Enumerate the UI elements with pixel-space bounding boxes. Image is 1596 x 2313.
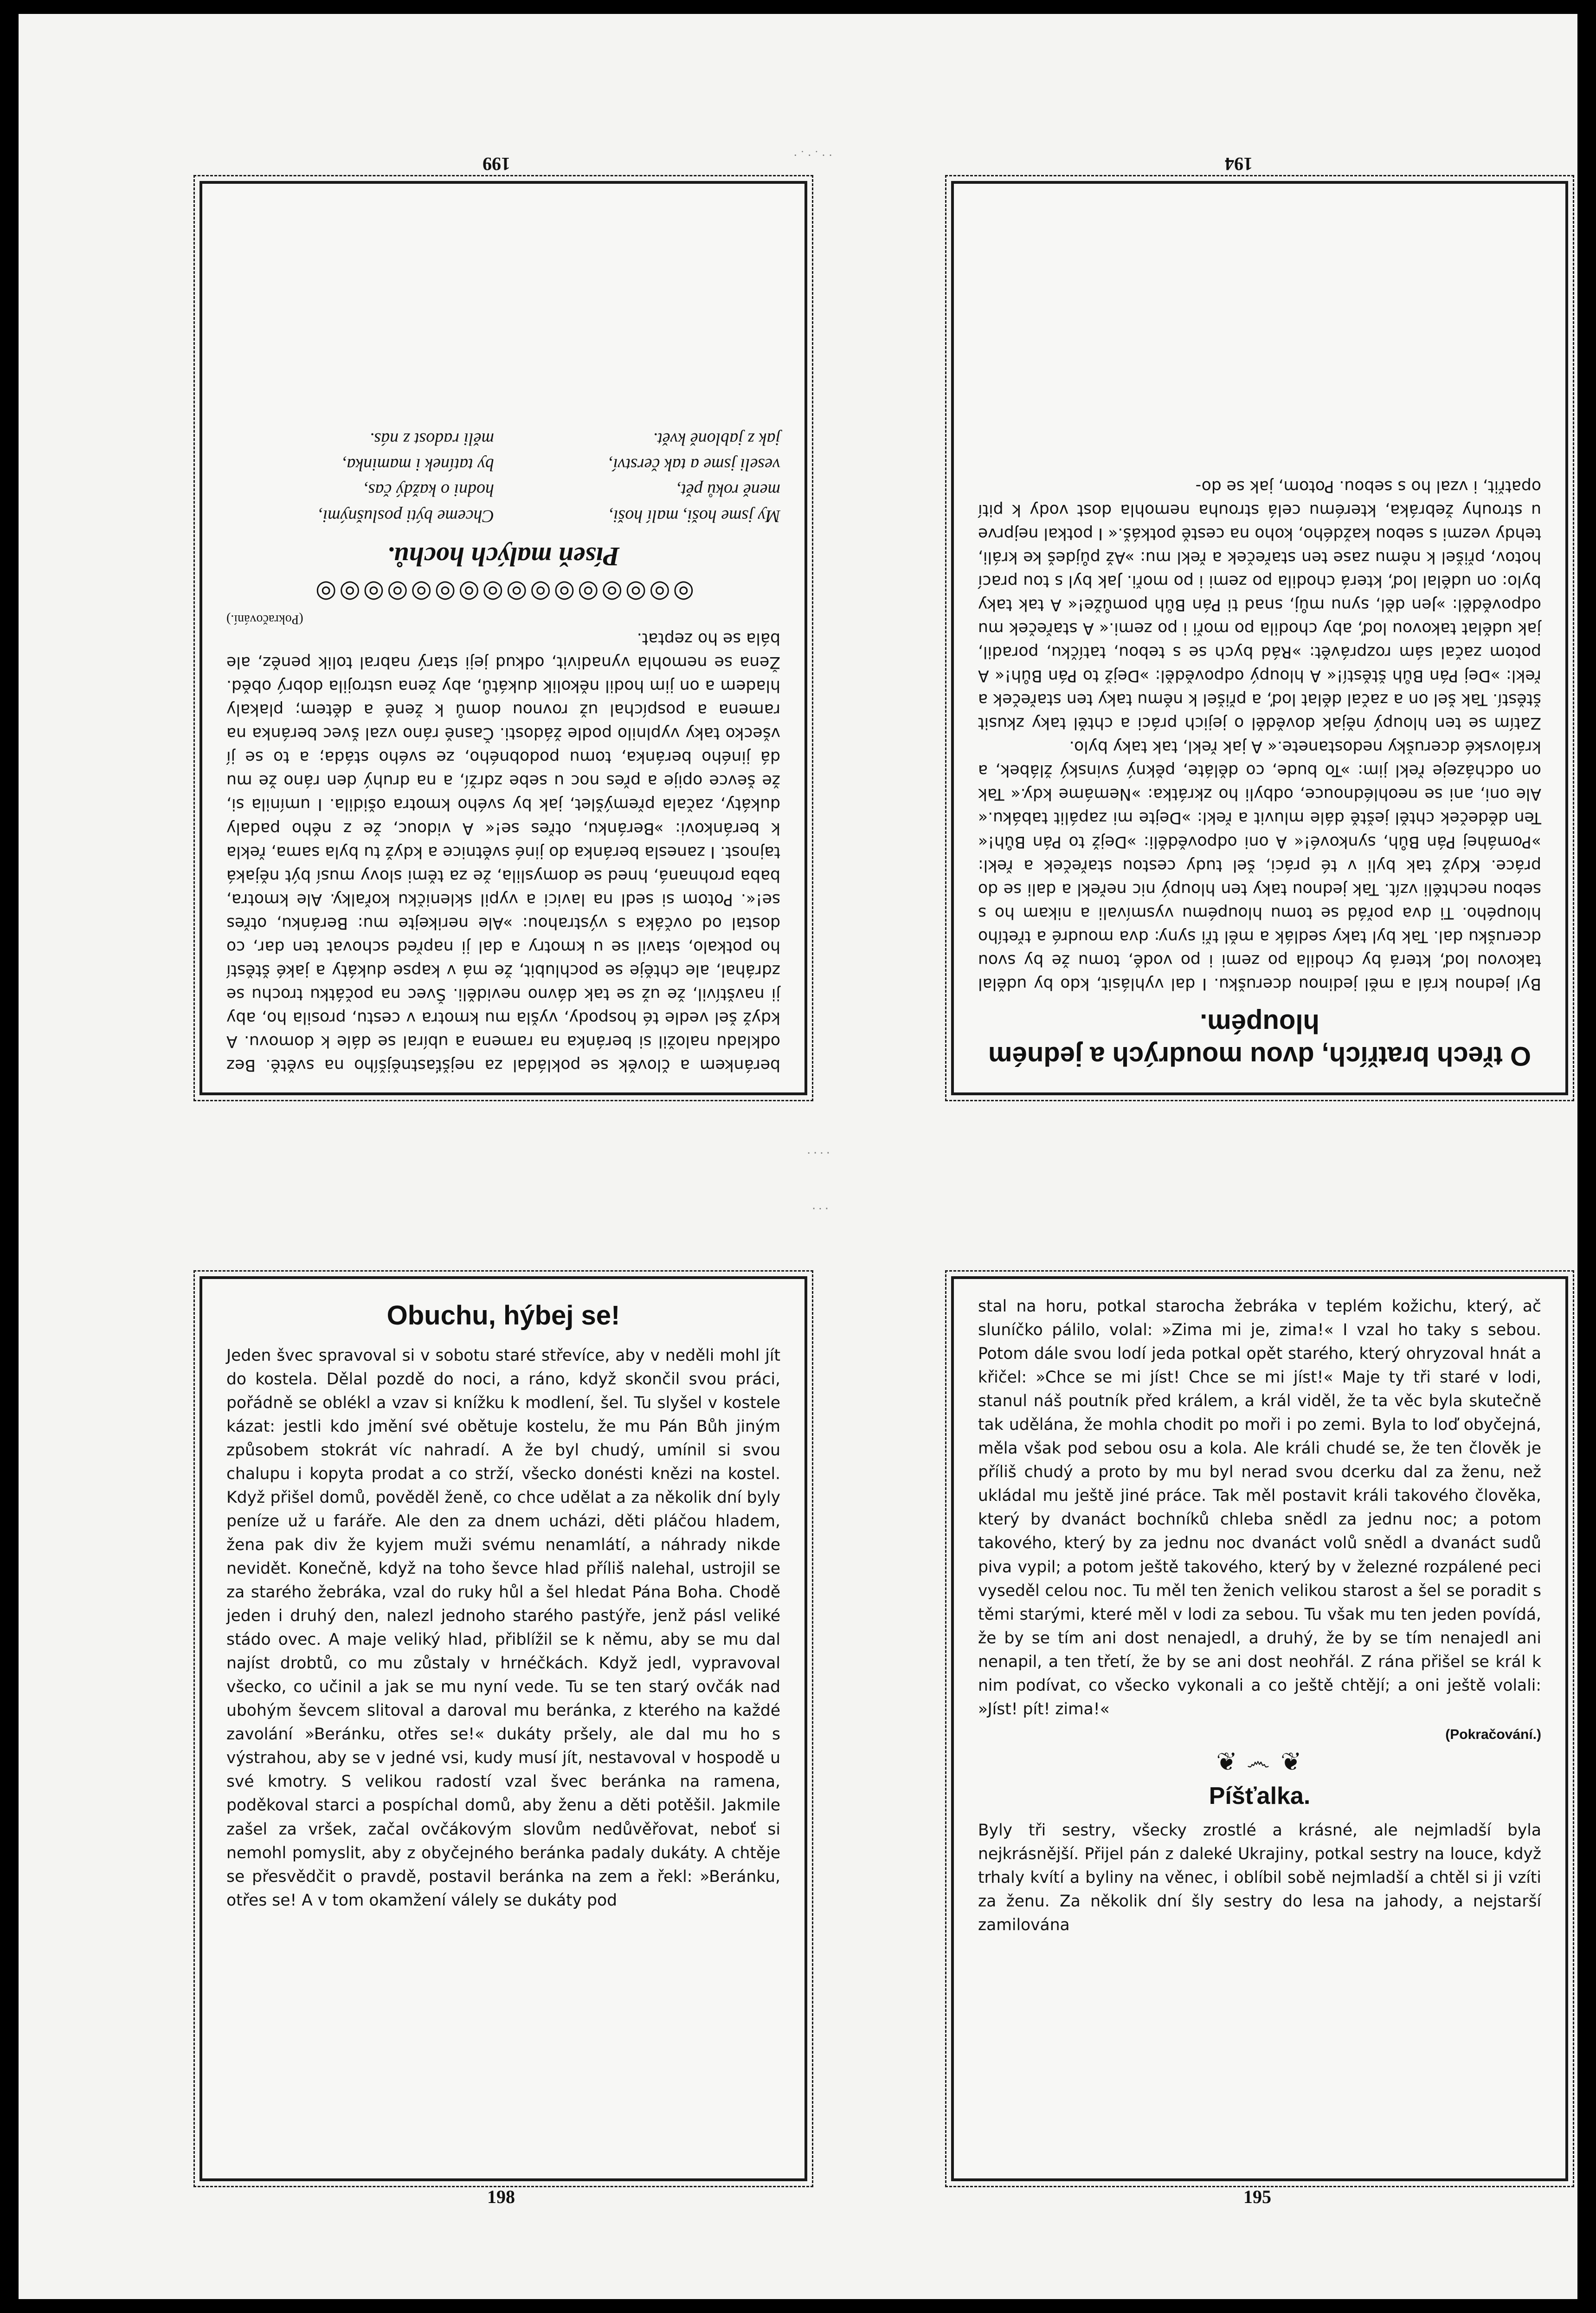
floral-divider-icon: ❦ ෴ ❦ [1216, 1748, 1303, 1775]
scan-noise: · ˙ · ˙ · · [793, 149, 833, 162]
poem-stanza-right: Chceme býti poslušnými, hodni o každý čas, by tatínek i maminka, měli radost z nás. [318, 429, 494, 526]
page-194-title: O třech bratřích, dvou moudrých a jedném hloupém. [988, 1008, 1531, 1071]
scan-noise: ∙ ⋅ ∙ ⋅ [807, 1146, 830, 1160]
page-194-text: Byl jednou král a měl jedinou dcerušku. I dal vyhlásit, kdo by udělal takovou loď, která by chodila po zemi i po vodě, tomu že by svou dcerušku dal. Tak byl taky sedlák a měl tři syny: dva moudré a třetího hloupého. Ti dva pořád se tomu hloupému vysmívali a nikam ho s sebou nechtěli vzít. Tak jednou taky ten hloupý nic neřekl a dali se do práce. Když tak byli v té práci, šel tudy cestou stařeček a řekl: »Pomáhej Pán Bůh, synkové!« A oni odpověděli: »Dejž to Pán Bůh!« Ten dědeček chtěl ještě dále mluvit a řekl: »Dejte mi zapálit tabáku.« Ale oni, ani se neohlédnouce, odbyli ho zkrátka: »Nemáme kdy.« Tak on odcházeje řekl jim: »To bude, co děláte, pěkný svinský žlábek, a královské dcerušky nedostanete.« A jak řekl, tak taky bylo. Zatím se ten hloupý nějak dověděl o jejich práci a chtěl taky zkusit štěstí. Tak šel on a začal dělat loď, a přišel k němu taky ten stařeček a řekl: »Dej Pán Bůh štěstí!« A hloupý odpověděl: »Dejž to Pán Bůh!« A potom začal sám rozprávět: »Rád bych se s tebou, tatíčku, poradil, jak udělat takovou loď, aby chodila po moři i po zemi.« A stařeček mu odpověděl: »Jen děl, synu můj, snad ti Pán Bůh pomůže!« A tak taky bylo: on udělal loď, která chodila po zemi i po moři. Jak byl s tou prací hotov, přišel k němu zase ten stařeček a řekl mu: »Až půjdeš ke králi, tehdy vezmi s sebou každého, koho na cestě potkáš.« I potkal nejprve u strouhy žebráka, kterému celá strouha nemohla dost vody k pití opatřit, i vzal ho s sebou. Potom, jak se do- [978, 477, 1541, 993]
poem-title: Píseň malých hochů. [387, 542, 620, 572]
page-number-198: 198 [487, 2186, 515, 2207]
poem [226, 426, 780, 528]
page-199 [200, 181, 807, 1095]
page-number-194: 194 [1225, 154, 1253, 174]
scan-noise: ⋅ ∙ ⋅ [812, 1202, 829, 1215]
continuation-note: (Pokračování.) [1445, 1726, 1541, 1742]
poem-stanza-left: My jsme hoši, malí hoši, meně roků pět, veseli jsme a tak čerství, jak z jabloně květ. [608, 429, 780, 526]
scan-sheet [19, 14, 1577, 2299]
page-198-title: Obuchu, hýbej se! [386, 1300, 620, 1331]
page-199-text: beránkem a člověk se pokládal za nejšťastnějšího na světě. Bez odkladu naložil si beránka na ramena a ubíral se dále k domovu. A když šel vedle té hospody, vyšla mu kmotra v cestu, prosila ho, aby ji navštívil, že už se tak dávno neviděli. Švec na počátku trochu se zdráhal, ale chtěje se pochlubit, že má v kapse dukáty a jaké štěstí ho potkalo, stavil se u kmotry a dal ji napřed schovat ten dar, co dostal od ovčáka s výstrahou: »Ale nerikejte mu: Beránku, otřes se!«. Potom si sedl na lavici a vypil skleničku kořalky. Ale kmotra, baba prohnaná, hned se domyslila, že za těmi slovy musí být nějaká tajnost. I zanesla beránka do jiné světnice a když tu byla sama, řekla k beránkovi: »Beránku, otřes se!« A vidouc, že z něho padaly dukáty, začala přemýšlet, jak by svého kmotra ošidila. I umínila si, že ševce opije a přes noc u sebe zdrží, a na druhý den ráno že mu dá jiného beránka, tomu podobného, ze svého stáda; a to se jí všecko taky vyplnilo podle žádosti. Časně ráno vzal švec beránka na ramena a pospíchal už rovnou domů k ženě a dětem; plakaly hladem a on jim hodil několik dukátů, aby žena ustrojila dobrý oběd. Žena se nemohla vynadivit, odkud jeji starý nabral tolik peněz, ale bála se ho zeptat. [226, 629, 780, 1074]
page-number-195: 195 [1243, 2186, 1271, 2207]
page-195 [951, 1276, 1568, 2181]
page-198 [200, 1276, 807, 2181]
page-195-text-2: Byly tři sestry, všecky zrostlé a krásné, ale nejmladší byla nejkrásnější. Přijel pán z daleké Ukrajiny, potkal sestry na louce, když trhaly kvítí a byliny na věnec, i oblíbil sobě nejmladší a chtěl si ji vzíti za ženu. Za několik dní šly sestry do lesa na jahody, a nejstarší zamilována [978, 1821, 1541, 1935]
continuation-note: (Pokračování.) [226, 612, 303, 627]
page-number-199: 199 [483, 154, 510, 174]
page-198-text: Jeden švec spravoval si v sobotu staré střevíce, aby v neděli mohl jít do kostela. Dělal pozdě do noci, a ráno, když skončil svou práci, pořádně se oblékl a vzav si knížku k modlení, šel. Tu slyšel v kostele kázat: jestli kdo jmění své obětuje kostelu, že mu Pán Bůh jiným způsobem stokrát víc nahradí. A že byl chudý, umínil si svou chalupu i kopyta prodat a co strží, všecko donésti knězi na kostel. Když přišel domů, pověděl ženě, co chce udělat a za několik dní byly peníze už u faráře. Ale den za dnem ucházi, děti pláčou hladem, žena pak div že kyjem muži svému nenamlátí, a náhrady nikde nevidět. Konečně, když na toho ševce hlad příliš nalehal, ustrojil se za starého žebráka, vzal do ruky hůl a šel hledat Pána Boha. Chodě jeden i druhý den, nalezl jednoho starého pastýře, jenž pásl veliké stádo ovec. A maje veliký hlad, přiblížil se k němu, aby se mu dal najíst drobtů, co mu zůstaly v hrnéčkách. Když jedl, vypravoval všecko, co učinil a jak se mu nyní vede. Tu se ten starý ovčák nad ubohým ševcem slitoval a daroval mu beránka, z kterého na každé zavolání »Beránku, otřes se!« dukáty pršely, ale dal mu ho s výstrahou, aby se v jedné vsi, kudy musí jít, nestavoval v hospodě u své kmotry. S velikou radostí vzal švec beránka na ramena, poděkoval starci a pospíchal domů, aby ženu a děti potěšil. Jakmile zašel za vršek, začal ovčákovým slovům nedůvěřovat, neboť si nemohl pomyslit, aby z obyčejného beránka padaly dukáty. A chtěje se přesvědčit o pravdě, postavil beránka na zem a řekl: »Beránku, otřes se! A v tom okamžení válely se dukáty pod [226, 1346, 780, 1910]
page-194 [951, 181, 1568, 1095]
page-195-text: stal na horu, potkal starocha žebráka v teplém kožichu, který, ač sluníčko pálilo, volal: »Zima mi je, zima!« I vzal ho taky s sebou. Potom dále svou lodí jeda potkal opět starého, který ohryzoval hnát a křičel: »Chce se mi jíst! Chce se mi jíst!« Maje ty tři staré v lodi, stanul náš poutník před králem, a král viděl, že ta věc byla skutečně tak udělána, že mohla chodit po moři i po zemi. Byla to loď obyčejná, měla však pod sebou osu a kola. Ale králi chudé se, že ten člověk je příliš chudý a proto by mu byl nerad svou dcerku dal za ženu, než ukládal mu ještě jiné práce. Tak měl postavit králi takového člověka, který by dvanáct bochníků chleba snědl za jednu noc; a potom takového, který by za jednu noc dvanáct volů snědl a dvanáct sudů piva vypil; a potom ještě takového, který by v železné rozpálené peci vyseděl celou noc. Tu měl ten ženich velikou starost a šel se poradit s těmi starými, které měl v lodi za sebou. Tu však mu ten jeden povídá, že by se tím ani dost nenajedl, a druhý, že by se tím nenajedl ani nenapil, a ten třetí, že by se ani dost neohřál. Z rána přišel se král k nim podívat, co všecko vykonali a co ještě chtějí; a oni ještě volali: »Jíst! pít! zima!« [978, 1297, 1541, 1719]
page-195-subtitle: Píšťalka. [1209, 1782, 1311, 1809]
floral-divider-icon: ◎◎◎◎◎◎◎◎◎◎◎◎◎◎◎◎ [313, 579, 694, 606]
